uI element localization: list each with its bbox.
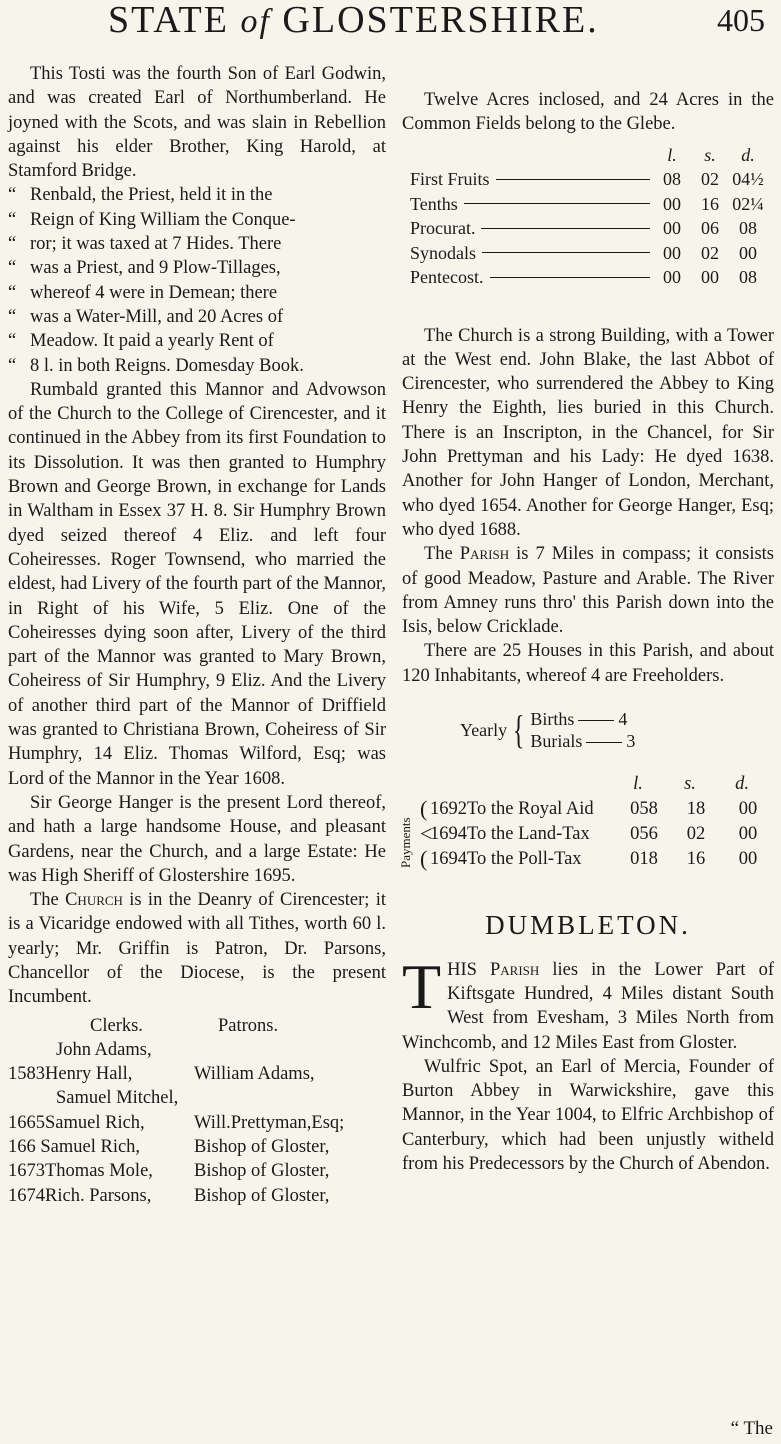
burials-count: 3 (626, 731, 636, 752)
quote-line: “ was a Priest, and 9 Plow-Tillages, (8, 256, 386, 280)
payment-l: 058 (630, 798, 658, 819)
fee-l: 00 (663, 242, 681, 263)
fee-label: Procurat. (410, 218, 476, 239)
paragraph-glebe: Twelve Acres inclosed, and 24 Acres in the Common Fields belong to the Glebe. (402, 90, 774, 135)
fee-l: 08 (663, 169, 681, 190)
title-of: of (240, 3, 271, 40)
payments-header (402, 772, 774, 796)
fee-s: 06 (701, 218, 719, 239)
births-count: 4 (618, 709, 628, 730)
payment-d: 00 (738, 798, 758, 819)
payment-s: 18 (686, 798, 706, 819)
quote-line: “ Reign of King William the Conque- (8, 208, 386, 232)
fee-row (410, 241, 764, 266)
col-d: d. (735, 774, 749, 795)
clerks-table (8, 1014, 386, 1208)
clerk-row (8, 1111, 386, 1135)
domesday-quote (8, 183, 386, 377)
fees-table (410, 143, 764, 290)
fee-row (410, 167, 764, 192)
paragraph-rumbald: Rumbald granted this Mannor and Advowson of the Church to the College of Cirencester, and it continued in the Abbey from its first Foundation to its Dissolution. It was then granted to Humphry Brown and George Brown, in exchange for Lands in Waltham in Essex 37 H. 8. Sir Humphry Brown dyed seized thereof 4 Eliz. and left four Coheiresses. Roger Townsend, who married the eldest, had Livery of the fourth part of the Mannor, in Right of his Wife, 5 Eliz. One of the Coheiresses dying soon after, Livery of the third part of the Mannor was granted to Mary Brown, Coheiress of Sir Humphry, 9 Eliz. And the Livery of another third part of the Mannor of Driffield was granted to Christiana Brown, Coheiress of Sir Humphry, 14 Eliz. Thomas Wilford, Esq; was Lord of the Mannor in the Year 1608. (8, 379, 386, 789)
title-part-a: STATE (108, 0, 229, 41)
patrons-heading: Patrons. (218, 1015, 279, 1036)
text-fragment: The (424, 544, 453, 565)
fee-d: 00 (739, 242, 757, 263)
clerk-row (8, 1159, 386, 1183)
clerk-row (8, 1062, 386, 1086)
payment-l: 056 (630, 823, 658, 844)
quote-line: “ Meadow. It paid a yearly Rent of (8, 329, 386, 353)
patron-name: Bishop of Gloster, (194, 1137, 330, 1158)
paragraph-parish (402, 542, 774, 639)
patron-name (242, 1038, 386, 1062)
payment-d: 00 (738, 823, 758, 844)
patron-name: Bishop of Gloster, (194, 1185, 330, 1206)
catchword: “ The (730, 1418, 773, 1439)
yearly-label: Yearly (460, 719, 508, 740)
payment-d: 00 (738, 848, 758, 869)
quote-line: “ whereof 4 were in Demean; there (8, 281, 386, 305)
running-title (108, 0, 599, 42)
yearly-vitals (460, 708, 774, 752)
text-fragment: The (30, 890, 59, 911)
clerk-name: 1583Henry Hall, (8, 1064, 133, 1085)
vitals-list (530, 708, 635, 752)
patron-name: Bishop of Gloster, (194, 1161, 330, 1182)
payment-s: 16 (686, 848, 706, 869)
fee-label: Synodals (410, 242, 477, 263)
brace-icon: ( (420, 845, 428, 871)
right-column (398, 88, 775, 1176)
fee-l: 00 (663, 193, 681, 214)
clerk-name: 166 Samuel Rich, (8, 1137, 141, 1158)
paragraph-houses: There are 25 Houses in this Parish, and about 120 Inhabitants, whereof 4 are Freeholders. (402, 641, 774, 686)
payment-row (402, 796, 774, 821)
births-label: Births (530, 709, 575, 730)
payment-row (402, 846, 774, 871)
payment-text: 1692To the Royal Aid (430, 798, 594, 819)
clerk-name: John Adams, (56, 1039, 152, 1060)
fee-d: 08 (739, 218, 757, 239)
clerk-name: 1673Thomas Mole, (8, 1161, 153, 1182)
section-title: DUMBLETON. (485, 910, 691, 941)
payment-text: 1694To the Poll-Tax (430, 848, 582, 869)
clerk-row (8, 1135, 386, 1159)
fee-s: 02 (701, 169, 719, 190)
clerks-header (8, 1014, 386, 1038)
clerk-name: 1665Samuel Rich, (8, 1112, 145, 1133)
clerk-row (8, 1038, 386, 1062)
quote-line: “ Renbald, the Priest, held it in the (8, 183, 386, 207)
payment-l: 018 (630, 848, 658, 869)
paragraph-hanger: Sir George Hanger is the present Lord thereof, and hath a large handsome House, and pleasant Gardens, near the Church, and a large Estate: He was High Sheriff of Glostershire 1695. (8, 792, 386, 886)
running-header (0, 0, 781, 50)
brace-icon: { (513, 707, 525, 753)
clerk-row (8, 1086, 386, 1110)
patron-name (242, 1086, 386, 1110)
clerk-name: 1674Rich. Parsons, (8, 1185, 152, 1206)
fee-label: First Fruits (410, 169, 490, 190)
fee-d: 04½ (732, 169, 764, 190)
paragraph-tosti: This Tosti was the fourth Son of Earl Godwin, and was created Earl of Northumberland. He joyned with the Scots, and was slain in Rebellion against his elder Brother, King Harold, at Stamford Bridge. (8, 64, 386, 182)
title-part-b: GLOSTERSHIRE. (282, 0, 599, 41)
quote-line: “ ror; it was taxed at 7 Hides. There (8, 232, 386, 256)
patron-name: William Adams, (194, 1064, 315, 1085)
fee-s: 02 (701, 242, 719, 263)
text-fragment: lies in the Lower Part of Kiftsgate Hundred, 4 Miles distant South West from Evesham, 3 Miles North from Winchcomb, and 12 Miles East from Gloster. (402, 959, 775, 1053)
text-fragment: HIS (447, 959, 477, 980)
parish-word: Parish (459, 544, 510, 565)
fees-header (410, 143, 764, 168)
church-word: Church (65, 890, 123, 911)
left-column (8, 62, 386, 1208)
paragraph-church-building: The Church is a strong Building, with a Tower at the West end. John Blake, the last Abbot of Cirencester, who surrendered the Abbey to King Henry the Eighth, lies buried in this Church. There is an Inscripton, in the Chancel, for Sir John Prettyman and his Lady: He dyed 1638. Another for John Hanger of London, Merchant, who dyed 1654. Another for George Hanger, Esq; who dyed 1688. (402, 325, 774, 540)
payment-row (402, 821, 774, 846)
col-l: l. (633, 774, 643, 795)
page-number: 405 (717, 2, 765, 38)
paragraph-dumbleton (402, 950, 775, 1055)
payments-label: Payments (398, 817, 413, 869)
fee-d: 08 (739, 267, 757, 288)
quote-line: “ was a Water-Mill, and 20 Acres of (8, 305, 386, 329)
fee-label: Tenths (410, 193, 458, 214)
col-d: d. (741, 144, 755, 165)
col-s: s. (684, 774, 696, 795)
payment-s: 02 (686, 823, 706, 844)
clerk-row (8, 1184, 386, 1208)
text-fragment: is in the Deanry of Cirencester; it is a Vicaridge endowed with all Tithes, worth 60 l. yearly; Mr. Griffin is Patron, Dr. Parsons, Chancellor of the Diocese, is the present Incumbent. (8, 890, 387, 1008)
col-s: s. (704, 144, 716, 165)
fee-label: Pentecost. (410, 267, 484, 288)
quote-line: “ 8 l. in both Reigns. Domesday Book. (8, 354, 386, 378)
clerk-name: Samuel Mitchel, (56, 1088, 179, 1109)
fee-l: 00 (663, 267, 681, 288)
fee-l: 00 (663, 218, 681, 239)
burials-label: Burials (530, 731, 583, 752)
clerks-heading: Clerks. (90, 1015, 143, 1036)
drop-cap: T (402, 950, 442, 1022)
col-l: l. (667, 144, 677, 165)
payments-table (398, 772, 774, 871)
fee-d: 02¼ (732, 193, 764, 214)
parish-word: Parish (490, 959, 540, 980)
fee-row (410, 265, 764, 290)
patron-name: Will.Prettyman,Esq; (194, 1112, 345, 1133)
brace-icon: ( (420, 795, 428, 821)
fee-s: 00 (701, 267, 719, 288)
paragraph-wulfric: Wulfric Spot, an Earl of Mercia, Founder of Burton Abbey in Warwickshire, gave this Mannor, in the Year 1004, to Elfric Archbishop of Canterbury, which had been unjustly witheld from his Predecessors by the Church of Abendon. (402, 1056, 774, 1175)
fee-s: 16 (701, 193, 719, 214)
text-fragment: is 7 Miles in compass; it consists of good Meadow, Pasture and Arable. The River from Amney runs thro' this Parish down into the Isis, below Cricklade. (402, 544, 775, 638)
paragraph-church (8, 888, 386, 1009)
fee-row (410, 192, 764, 217)
brace-icon: < (420, 820, 433, 846)
payment-text: 1694To the Land-Tax (430, 823, 590, 844)
fee-row (410, 216, 764, 241)
